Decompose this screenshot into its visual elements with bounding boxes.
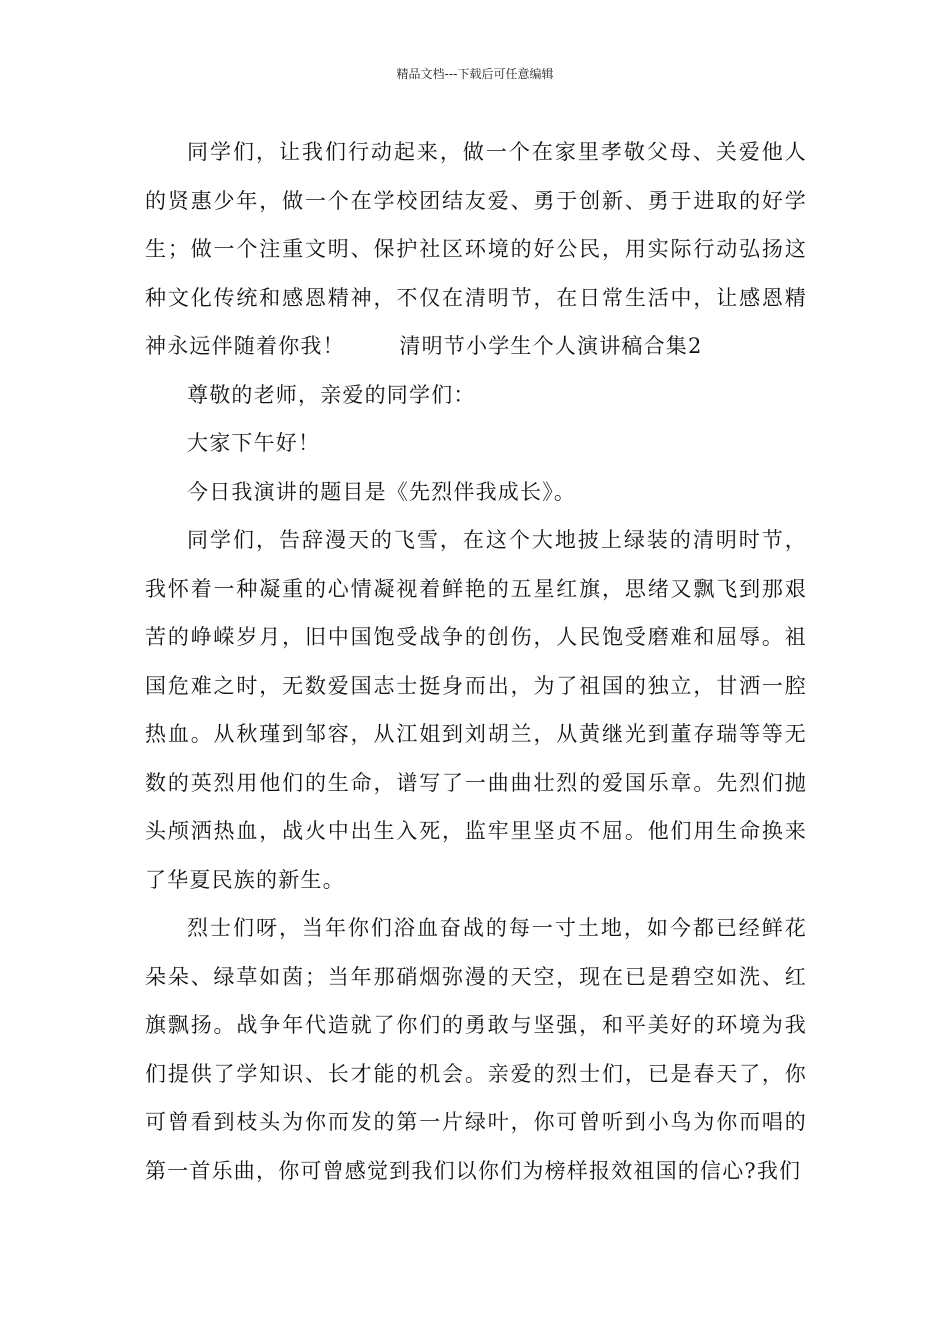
section-title: 清明节小学生个人演讲稿合集2 (399, 334, 703, 358)
paragraph-topic: 今日我演讲的题目是《先烈伴我成长》。 (187, 479, 577, 504)
paragraph-martyrs-tribute: 烈士们呀，当年你们浴血奋战的每一寸土地，如今都已经鲜花朵朵、绿草如茵；当年那硝烟弥漫的天空，现在已是碧空如洗、红旗飘扬。战争年代造就了你们的勇敢与坚强，和平美好的环境为我们提供了学知识、长才能的机会。亲爱的烈士们，已是春天了，你可曾看到枝头为你而发的第一片绿叶，你可曾听到小鸟为你而唱的第一首乐曲，你可曾感觉到我们以你们为榜样报效祖国的信心?我们 (145, 916, 807, 1183)
paragraph-greeting: 大家下午好！ (187, 431, 321, 455)
page-header: 精品文档---下载后可任意编辑 (396, 67, 554, 81)
paragraph-text: 同学们，让我们行动起来，做一个在家里孝敬父母、关爱他人的贤惠少年，做一个在学校团结友爱、勇于创新、勇于进取的好学生；做一个注重文明、保护社区环境的好公民，用实际行动弘扬这种文化传统和感恩精神，不仅在清明节，在日常生活中，让感恩精神永远伴随着你我！ (145, 140, 807, 358)
document-body (145, 128, 807, 1195)
paragraph-salutation: 尊敬的老师，亲爱的同学们： (187, 382, 476, 407)
paragraph-martyrs-history: 同学们，告辞漫天的飞雪，在这个大地披上绿装的清明时节，我怀着一种凝重的心情凝视着鲜艳的五星红旗，思绪又飘飞到那艰苦的峥嵘岁月，旧中国饱受战争的创伤，人民饱受磨难和屈辱。祖国危难之时，无数爱国志士挺身而出，为了祖国的独立，甘洒一腔热血。从秋瑾到邹容，从江姐到刘胡兰，从黄继光到董存瑞等等无数的英烈用他们的生命，谱写了一曲曲壮烈的爱国乐章。先烈们抛头颅洒热血，战火中出生入死，监牢里坚贞不屈。他们用生命换来了华夏民族的新生。 (145, 528, 807, 892)
paragraph-call-to-action (145, 128, 807, 371)
